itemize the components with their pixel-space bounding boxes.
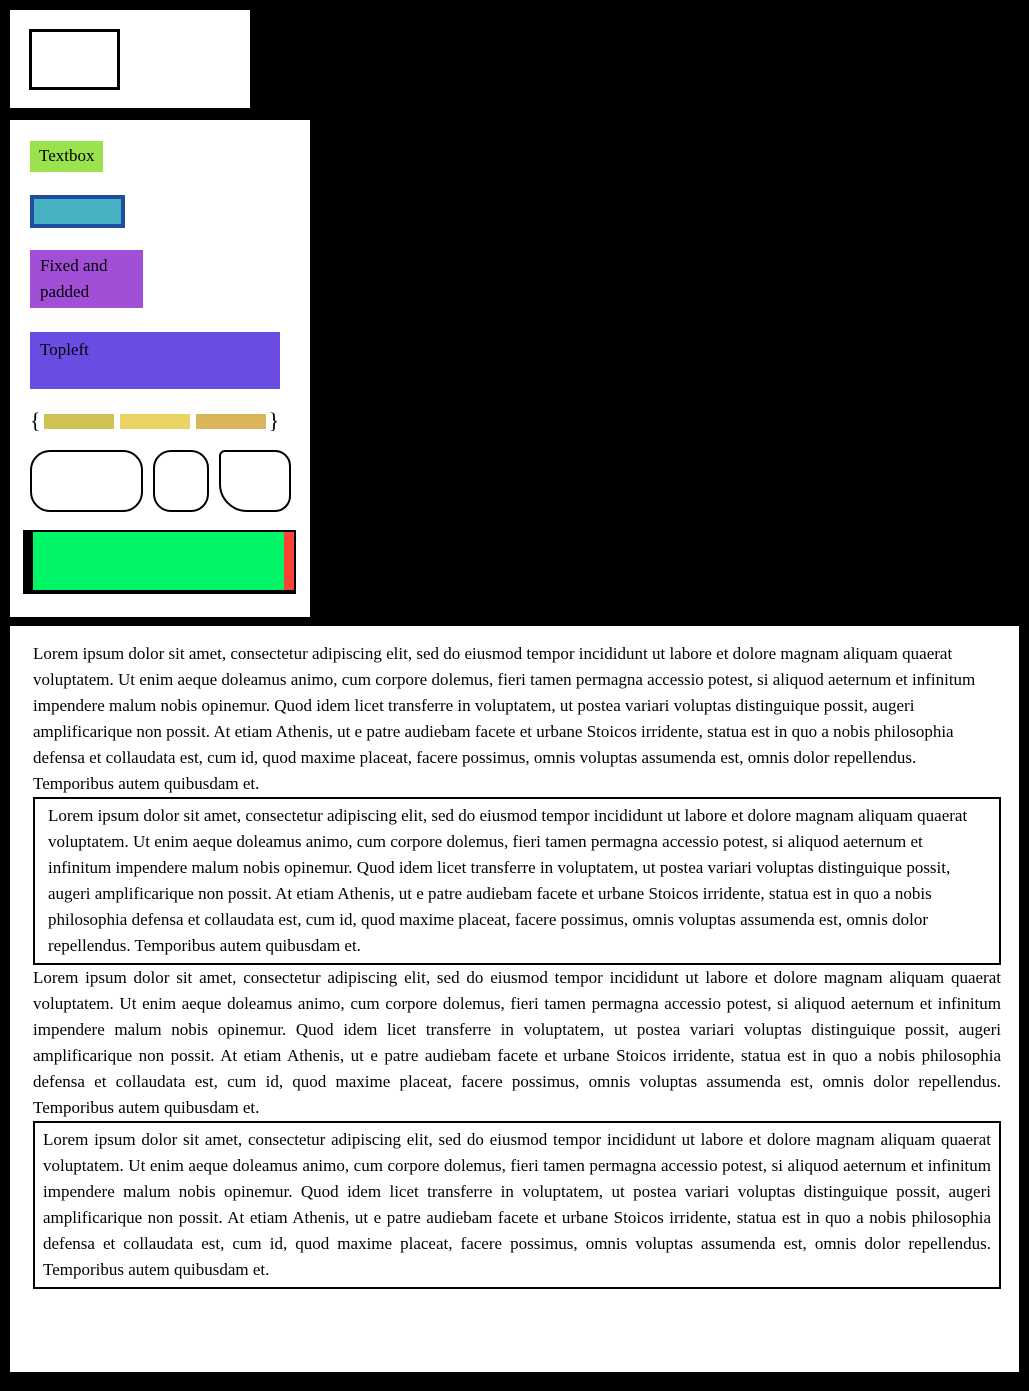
bar-fill	[33, 532, 284, 590]
close-brace: }	[268, 408, 280, 433]
rounded-box-2	[153, 450, 209, 512]
rounded-box-3	[219, 450, 291, 512]
bar-remainder	[284, 532, 294, 590]
paragraph-boxed-justified: Lorem ipsum dolor sit amet, consectetur adipiscing elit, sed do eiusmod tempor incididunt ut labore et dolore magnam aliquam quaerat voluptatem. Ut enim aeque doleamus animo, cum corpore dolemus, fieri tamen permagna accessio potest, si aliquod aeternum et infinitum impendere malum nobis opinemur. Quod idem licet transferre in voluptatem, ut postea variari voluptas distinguique possit, augeri amplificarique non possit. At etiam Athenis, ut e patre audiebam facete et urbane Stoicos irridente, statua est in quo a nobis philosophia defensa et collaudata est, cum id, quod maxime placeat, facere possimus, omnis voluptas assumenda est, omnis dolor repellendus. Temporibus autem quibusdam et.	[33, 1121, 1001, 1289]
document-panel	[10, 626, 1019, 1372]
open-brace: {	[30, 408, 41, 433]
rounded-box-row	[30, 450, 300, 512]
rounded-box-1	[30, 450, 143, 512]
outlined-box	[29, 29, 120, 90]
paragraph-plain: Lorem ipsum dolor sit amet, consectetur adipiscing elit, sed do eiusmod tempor incididunt ut labore et dolore magnam aliquam quaerat voluptatem. Ut enim aeque doleamus animo, cum corpore dolemus, fieri tamen permagna accessio potest, si aliquod aeternum et infinitum impendere malum nobis opinemur. Quod idem licet transferre in voluptatem, ut postea variari voluptas distinguique possit, augeri amplificarique non possit. At etiam Athenis, ut e patre audiebam facete et urbane Stoicos irridente, statua est in quo a nobis philosophia defensa et collaudata est, cum id, quod maxime placeat, facere possimus, omnis voluptas assumenda est, omnis dolor repellendus. Temporibus autem quibusdam et.	[33, 644, 976, 793]
paragraph-boxed: Lorem ipsum dolor sit amet, consectetur adipiscing elit, sed do eiusmod tempor incididunt ut labore et dolore magnam aliquam quaerat voluptatem. Ut enim aeque doleamus animo, cum corpore dolemus, fieri tamen permagna accessio potest, si aliquod aeternum et infinitum impendere malum nobis opinemur. Quod idem licet transferre in voluptatem, ut postea variari voluptas distinguique possit, augeri amplificarique non possit. At etiam Athenis, ut e patre audiebam facete et urbane Stoicos irridente, statua est in quo a nobis philosophia defensa et collaudata est, cum id, quod maxime placeat, facere possimus, omnis voluptas assumenda est, omnis dolor repellendus. Temporibus autem quibusdam et.	[33, 797, 1001, 965]
topleft-box: Topleft	[30, 332, 280, 389]
brace-row	[30, 408, 300, 434]
paragraph-justified: Lorem ipsum dolor sit amet, consectetur adipiscing elit, sed do eiusmod tempor incididunt ut labore et dolore magnam aliquam quaerat voluptatem. Ut enim aeque doleamus animo, cum corpore dolemus, fieri tamen permagna accessio potest, si aliquod aeternum et infinitum impendere malum nobis opinemur. Quod idem licet transferre in voluptatem, ut postea variari voluptas distinguique possit, augeri amplificarique non possit. At etiam Athenis, ut e patre audiebam facete et urbane Stoicos irridente, statua est in quo a nobis philosophia defensa et collaudata est, cum id, quod maxime placeat, facere possimus, omnis voluptas assumenda est, omnis dolor repellendus. Temporibus autem quibusdam et.	[33, 968, 1001, 1117]
widgets-panel	[10, 120, 310, 617]
textbox-label: Textbox	[30, 141, 103, 172]
teal-filled-box	[30, 195, 125, 228]
fixed-padded-box: Fixed and padded	[30, 250, 143, 308]
inline-segment-1	[44, 414, 114, 429]
inline-segment-2	[120, 414, 190, 429]
progress-bar	[23, 530, 296, 594]
inline-segment-3	[196, 414, 266, 429]
top-panel	[10, 10, 250, 108]
